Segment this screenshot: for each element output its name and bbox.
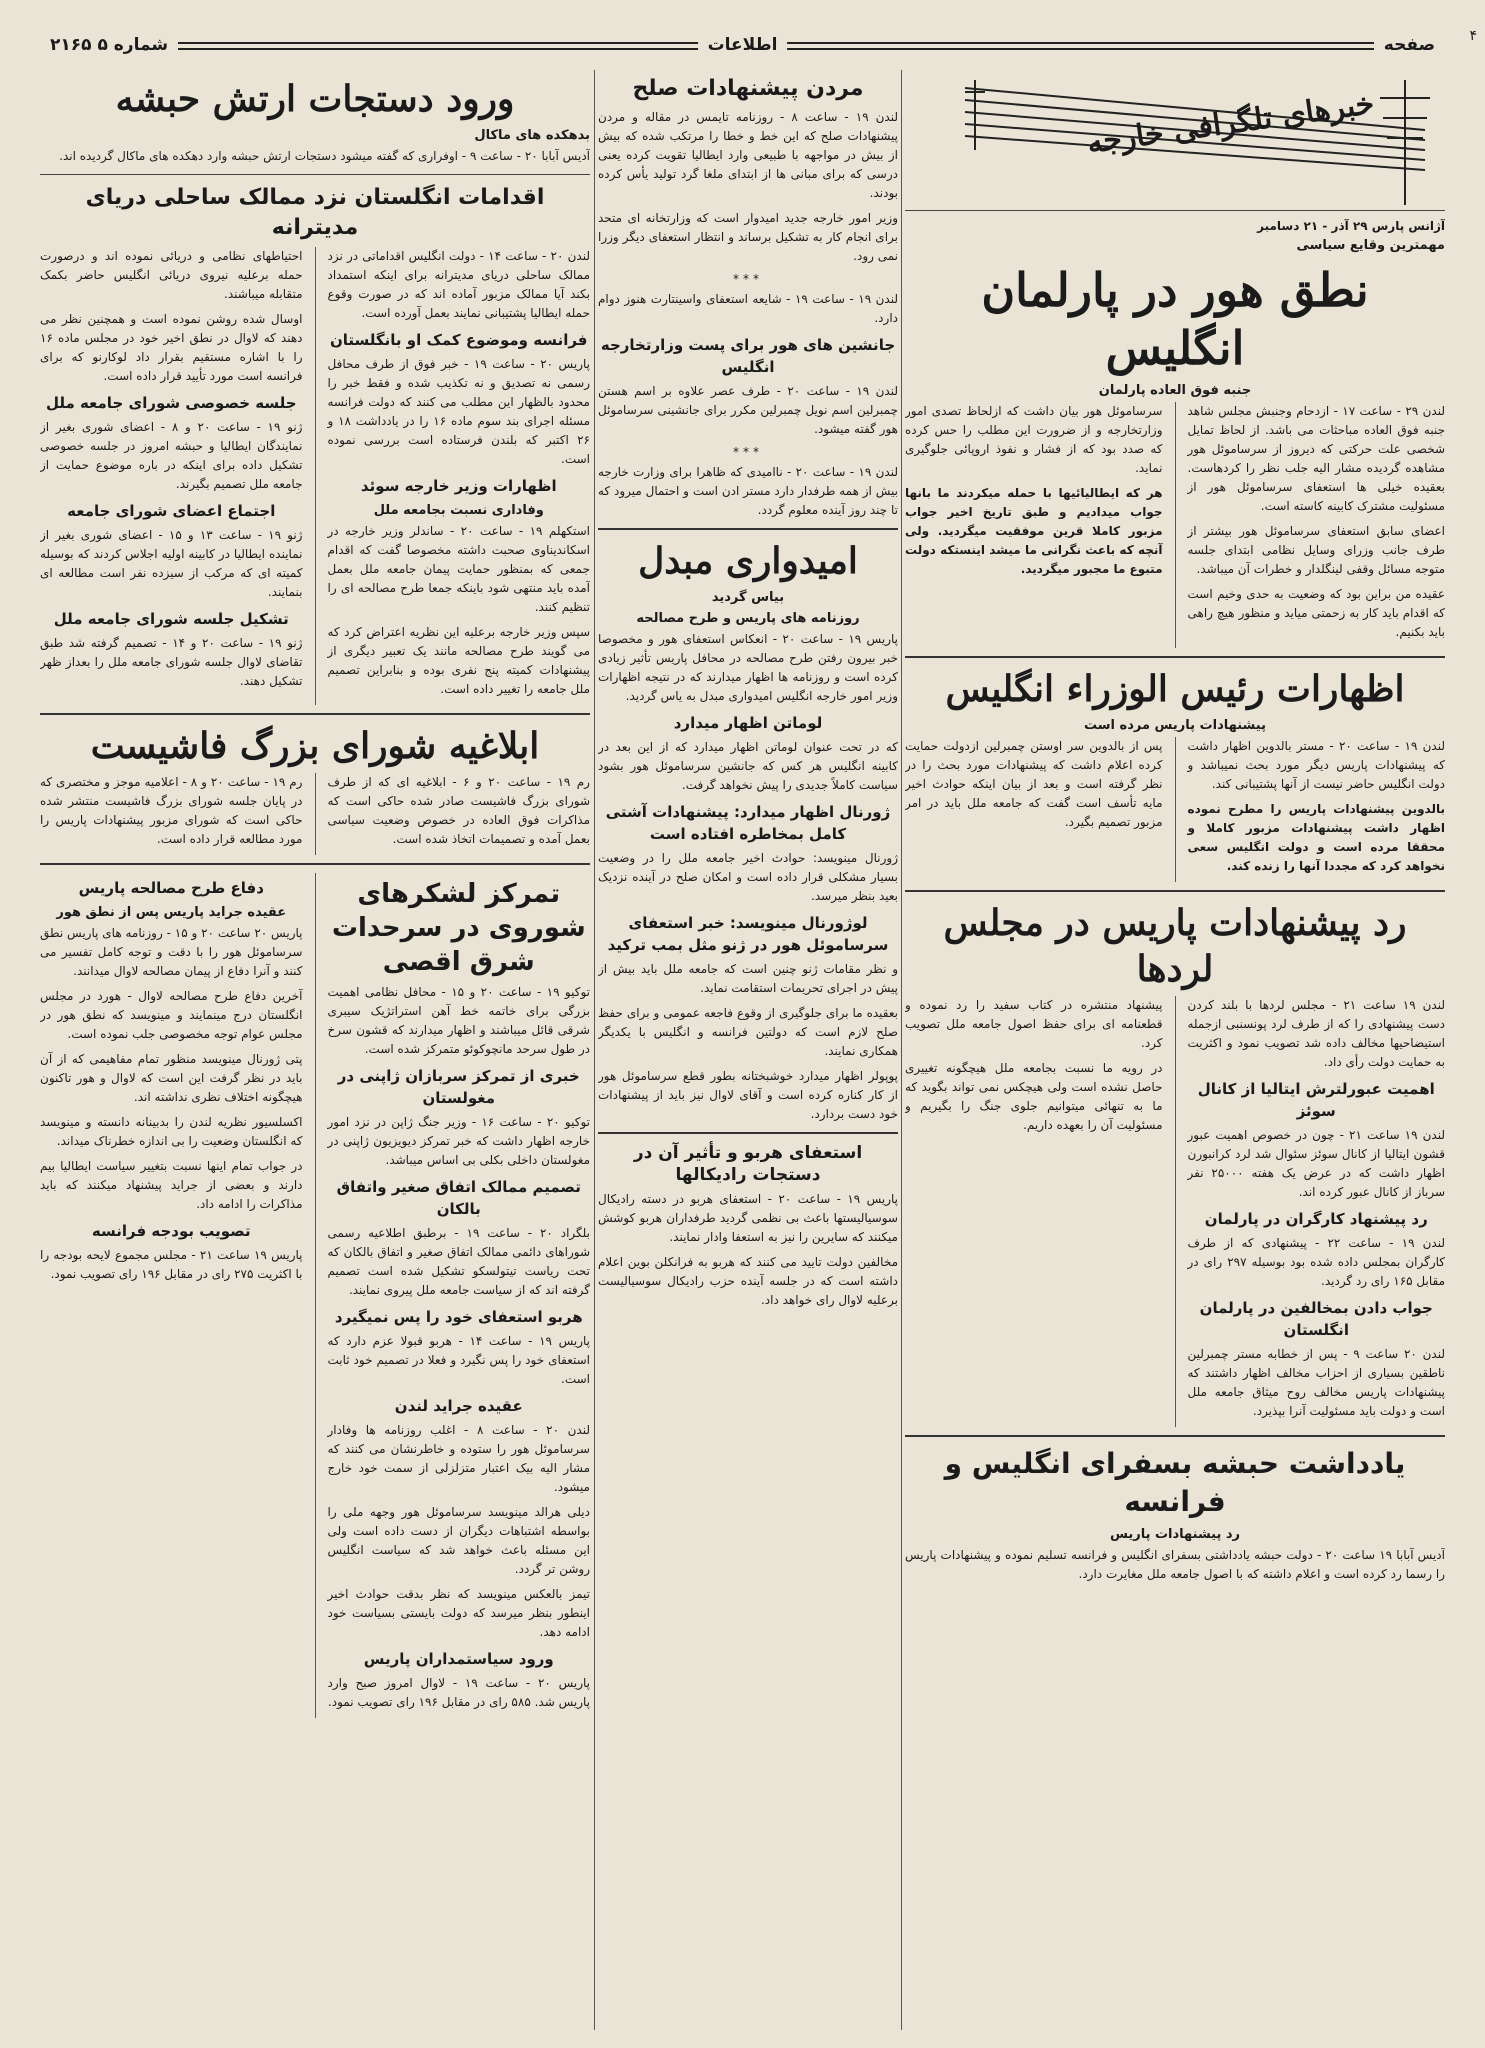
paragraph: لندن ۱۹ - ساعت ۲۰ - مستر بالدوین اظهار داشت که پیشنهادات پاریس دیگر مورد بحث نمیباشد و دولت انگلیس حاضر نیست از آنها پشتیبانی کند.: [1187, 739, 1445, 791]
subcolumn-rule: [1175, 996, 1176, 1427]
paragraph: توکیو ۲۰ - ساعت ۱۶ - وزیر جنگ ژاپن در نزد امور خارجه اظهار داشت که خبر تمرکز دیویزیون ژاپنی در مغولستان داخلی بکلی بی اساس میباشد.: [327, 1115, 590, 1167]
headline-france-aid: فرانسه وموضوع کمک او بانگلستان: [329, 331, 588, 349]
paragraph: پاریس ۱۹ - ساعت ۲۰ - انعکاس استعفای هور و مخصوصا خبر بیرون رفتن طرح مصالحه در محافل پاریس تأثیر زیادی کرده است و روزنامه ها اظهار میدارند که در نتیجه اظهارات وزیر امور خارجه انگلیس امیدواری مبدل به یاس گردید.: [598, 632, 898, 703]
article-subcolumn: [1188, 402, 1446, 648]
article-subcolumn: [40, 773, 303, 855]
divider: [40, 863, 590, 865]
column-peace-proposals: [598, 70, 898, 2030]
subheadline: پیشنهادات پاریس مرده است: [1084, 718, 1266, 733]
article-body: [40, 247, 590, 705]
subheadline: عقیده جراید پاریس پس از نطق هور: [56, 905, 287, 920]
issue-info: ۲۱۶۵ شماره ۵: [40, 32, 178, 58]
paragraph: عقیده من براین بود که وضعیت به حدی وخیم است که اقدام باید کار به زحمتی میاید و منظور هیچ راهی باید بکنیم.: [1187, 587, 1445, 639]
paragraph: آدیس آبابا ۲۰ - ساعت ۹ - اوفراری که گفته میشود دستجات ارتش حبشه وارد دهکده های ماکال گردیده اند.: [59, 149, 590, 163]
subheadline-suez: اهمیت عبورلترش ایتالیا از کانال سوئز: [1197, 1080, 1435, 1120]
headline-london-press: عقیده جراید لندن: [394, 1397, 523, 1415]
paragraph: مخالفین دولت تایید می کنند که هربو به فرانکلن بوین اعلام داشته است که در جلسه آینده حزب رادیکال سوسیالیست برعلیه لاوال رای خواهد داد.: [598, 1255, 898, 1307]
paragraph: پس از بالدوین سر اوستن چمبرلین ازدولت حمایت کرده اعلام داشت که پیشنهادات مورد بحث را در نظر گرفته است و بعد از بیان اینکه حوادث اخیر مایه تأسف است گفت که جامعه ملل باید در امر مزبور تصمیم بگیرد.: [905, 739, 1163, 829]
paragraph: رم ۱۹ - ساعت ۲۰ و ۶ - ابلاغیه ای که از طرف شورای بزرگ فاشیست صادر شده حاکی است که مذاکرات فوق العاده در خصوص وضعیت سیاسی بعمل آمده و تصمیمات اتخاذ شده است.: [327, 775, 590, 846]
headline-league-session: تشکیل جلسه شورای جامعه ملل: [53, 610, 289, 628]
paragraph: پاریس ۲۰ - ساعت ۱۹ - خبر فوق از طرف محافل رسمی نه تصدیق و نه تکذیب شده و فقط خبر را محدود بالظهار این مطلب می کنند که دولت فرانسه مسئله اجرای بند سوم ماده ۱۶ را در یادداشت ۱۸ و ۲۶ اکتبر که بلندن فرستاده است بررسی نموده است.: [327, 357, 590, 466]
section-title: خبرهای تلگرافی خارجه: [1084, 86, 1377, 161]
headline-sweden: اظهارات وزیر خارجه سوئد: [360, 477, 557, 495]
paragraph: سپس وزیر خارجه برعلیه این نظریه اعتراض کرد که می گویند طرح مصالحه مانند یک تعبیر دیگری از پیشنهادات کمیته پنج نفری بوده و بنابراین تصمیم ملل جامعه را تغییر داده است.: [327, 625, 590, 696]
headline-france-budget: تصویب بودجه فرانسه: [91, 1222, 251, 1240]
paragraph: آخرین دفاع طرح مصالحه لاوال - هورد در مجلس انگلستان درج مینمایند و مینویسد که نطق هور در مجلس عوام توجه مخصوصی جلب نموده است.: [40, 989, 303, 1041]
article-subcolumn: [328, 873, 591, 1718]
paragraph: و نظر مقامات ژنو چنین است که جامعه ملل باید بیش از پیش در اجرای تحریمات استقامت نماید.: [598, 962, 898, 995]
paragraph: دیلی هرالد مینویسد سرساموئل هور وجهه ملی را بواسطه اشتباهات دیگران از دست داده است ولی این مسئله باعث خواهد شد که سیاست انگلیس روشن تر گردد.: [327, 1505, 590, 1576]
column-rule: [901, 70, 902, 2030]
paragraph: سرساموئل هور بیان داشت که ازلحاظ تصدی امور وزارتخارجه و از ضرورت این مطلب را حس کرده که صدد بود که از فشار و نفوذ اروپائی جلوگیری نماید.: [905, 404, 1163, 475]
subheadline-geneva: لوژورنال مینویسد: خبر استعفای سرساموئل هور در ژنو مثل بمب ترکید: [607, 914, 889, 954]
paragraph: پاریس ۱۹ - ساعت ۲۰ - استعفای هربو در دسته رادیکال سوسیالیستها باعث بی نظمی گردید طرفداران هربو کوشش میکنند که سایرین را نیز به استعفا وادار نمایند.: [598, 1192, 898, 1244]
paragraph: استکهلم ۱۹ - ساعت ۲۰ - ساندلر وزیر خارجه در اسکاندیناوی صحبت داشته مخصوصا گفت که اقدام جمعی که بمنظور حمایت پیمان جامعه ملل بعمل آمده باید منتهی شود باینکه جمعا طرح مصالحه ای را تنظیم کنند.: [327, 524, 590, 614]
headline-hope-turned: امیدواری مبدل: [638, 540, 858, 582]
paragraph: در رویه ما نسبت بجامعه ملل هیچگونه تغییری حاصل نشده است ولی هیچکس نمی تواند بگوید که ما به تنهائی میتوانیم جلوی جنگ را بگیریم و مسئولیت آن را بعهده داریم.: [905, 1061, 1163, 1132]
paragraph: پاریس ۱۹ - ساعت ۱۴ - هربو قبولا عزم دارد که استعفای خود را پس نگیرد و فعلا در تصمیم خود ثابت است.: [327, 1334, 590, 1386]
headline-fascist-council: ابلاغیه شورای بزرگ فاشیست: [90, 725, 540, 767]
paragraph: لندن ۱۹ - ساعت ۲۰ - طرف عصر علاوه بر اسم هستن چمبرلین اسم نویل چمبرلین مکرر برای جانشینی سرساموئل هور گفته میشود.: [598, 384, 898, 436]
paragraph: لندن ۱۹ ساعت ۲۱ - مجلس لردها با بلند کردن دست پیشنهادی را که از طرف لرد پونسنبی ازجمله استیضاحیها مخالف داده شد تصویب نمود و اکثریت به حمایت دولت رأی داد.: [1187, 998, 1445, 1069]
divider: [598, 528, 898, 530]
subcolumn-rule: [315, 773, 316, 855]
article-subcolumn: [40, 873, 303, 1718]
headline-death-of-proposals: مردن پیشنهادات صلح: [632, 76, 864, 101]
subcolumn-rule: [1175, 402, 1176, 648]
headline-successors: جانشین های هور برای پست وزارتخارجه انگلیس: [600, 336, 896, 376]
paragraph: پاریس ۱۹ ساعت ۲۱ - مجلس مجموع لایحه بودجه را با اکثریت ۲۷۵ رای در مقابل ۱۹۶ رای تصویب نمود.: [40, 1248, 303, 1281]
paragraph: لندن ۲۹ - ساعت ۱۷ - ازدحام وجنبش مجلس شاهد جنبه فوق العاده مباحثات می باشد. از لحاظ تمایل شخصی علت حرکتی که دیروز از سرساموئل هور مشاهده گردیده مشار الیه جلب نظر را کردهاست. بعقیده خیلی ها استعفای سرساموئل هور از مسئولیت مشترک کابینه کاسته است.: [1187, 404, 1445, 513]
article-body: [40, 873, 590, 1718]
paragraph: لندن ۱۹ - ساعت ۸ - روزنامه تایمس در مقاله و مردن پیشنهادات صلح که این خط و خطا را مرتکب شده که بیش از بیش در مواجهه با طبیعی وارد ایطالیا تقویت کرده یعنی درسی که برای مبانی ها از ابتدای ملغا گرد تولید یأس کرده بودند.: [598, 110, 898, 200]
headline-baldwin-statement: اظهارات رئیس الوزراء انگلیس: [945, 668, 1405, 710]
paragraph: پاریس ۲۰ ساعت ۲۰ و ۱۵ - روزنامه های پاریس نطق سرساموئل هور را با دقت و توجه کامل تفسیر می کنند و آنرا دفاع از پیمان مصالحه لاوال میدانند.: [40, 926, 303, 978]
divider: [905, 1435, 1445, 1437]
paragraph: لندن ۲۰ ساعت ۹ - پس از خطابه مستر چمبرلین ناطقین بسیاری از احزاب مخالف اظهار داشتند که پیشنهادات پاریس مخالف روح میثاق جامعه ملل است و دولت باید مسئولیت آنرا بپذیرد.: [1187, 1347, 1445, 1418]
article-body: [905, 737, 1445, 882]
paragraph: پاریس ۲۰ - ساعت ۱۹ - لاوال امروز صبح وارد پاریس شد. ۵۸۵ رای در مقابل ۱۹۶ رای تصویب نمود.: [327, 1676, 590, 1709]
headline-herriot: استعفای هربو و تأثیر آن در دستجات رادیکالها: [633, 1143, 863, 1185]
article-subcolumn: [328, 247, 591, 705]
page-corner-number: ۴: [1469, 28, 1477, 44]
dateline: آژانس پارس ۲۹ آذر - ۲۱ دسامبر: [1257, 219, 1445, 233]
headline-hoare-speech: نطق هور در پارلمان انگلیس: [981, 263, 1369, 375]
paragraph: در جواب تمام اینها نسبت بتغییر سیاست ایطالیا بیم دارند و بعضی از جراید پیشنهاد میکنند که باید مذاکرات را ادامه داد.: [40, 1159, 303, 1211]
article-subcolumn: [905, 737, 1163, 882]
paragraph: بلگراد ۲۰ - ساعت ۱۹ - برطبق اطلاعیه رسمی شوراهای دائمی ممالک اتفاق صغیر و اتفاق بالکان که تحت ریاست تیتولسکو تشکیل شده است تصمیم گرفته اند که از سیاست جامعه ملل پیروی نمایند.: [327, 1226, 590, 1297]
paper-name: اطلاعات: [698, 32, 788, 58]
paragraph: وزیر امور خارجه جدید امیدوار است که وزارتخانه ای متحد برای انجام کار به تشکیل برساند و انتظار استعفای دیگر وزرا نمی رود.: [598, 211, 898, 263]
divider: [598, 1132, 898, 1134]
paragraph: بعقیده ما برای جلوگیری از وقوع فاجعه عمومی و برای حفظ صلح لازم است که دولتین فرانسه و انگلیس با یکدیگر همکاری نمایند.: [598, 1006, 898, 1058]
subheadline: جنبه فوق العاده پارلمان: [1098, 383, 1252, 398]
headline-japan-mongolia: خبری از تمرکز سربازان ژاپنی در مغولستان: [337, 1067, 580, 1107]
article-subcolumn: [1188, 737, 1446, 882]
subheadline: رد پیشنهادات پاریس: [1109, 1527, 1241, 1542]
paragraph: تیمز بالعکس مینویسد که نظر بدقت حوادث اخیر اینطور بنظر میرسد که دولت بایستی بسیاست خود ادامه دهد.: [327, 1587, 590, 1639]
paragraph: پیشنهاد منتشره در کتاب سفید را رد نموده و قطعنامه ای برای حفظ اصول جامعه ملل تصویب کرد.: [905, 998, 1163, 1050]
divider: [905, 656, 1445, 658]
subcolumn-rule: [315, 873, 316, 1718]
subheadline-opposition: جواب دادن بمخالفین در پارلمان انگلستان: [1199, 1299, 1433, 1339]
headline-britain-mediterranean: اقدامات انگلستان نزد ممالک ساحلی دریای مدیترانه: [85, 185, 545, 240]
paragraph: احتیاطهای نظامی و دریائی نموده اند و درصورت حمله برعلیه نیروی دریائی انگلیس حاضر بکمک متقابله میباشند.: [40, 249, 303, 301]
paragraph: که در تحت عنوان لوماتن اظهار میدارد که از این بعد در کابینه انگلیس هر کس که جانشین سرساموئل هور بشود سیاست کاملاً جدیدی را پیش نخواهد گرفت.: [598, 740, 898, 792]
paragraph: هر که ایطالیائیها با حمله میکردند ما بانها جواب میدادیم و طبق تاریخ اخیر جواب مزبور کاملا قرین موفقیت میگردید. ولی آنچه که باعث نگرانی ما میشد اینستکه دولت متبوع ما مجبور میگردید.: [905, 486, 1163, 576]
article-body: [905, 402, 1445, 648]
headline-ethiopian-troops: ورود دستجات ارتش حبشه: [115, 78, 515, 120]
headline-soviet-troops: تمرکز لشکرهای شوروی در سرحدات شرق اقصی: [331, 879, 586, 977]
paragraph: لندن ۲۰ - ساعت ۸ - اغلب روزنامه ها وفادار سرساموئل هور را ستوده و خاطرنشان می کنند که مشار الیه بیک اعتبار متزلزلی از سمت خود خارج میشود.: [327, 1423, 590, 1494]
divider: [40, 174, 590, 175]
paragraph: اکسلسیور نظریه لندن را بدبینانه دانسته و مینویسد که انگلستان وضعیت را بی اندازه خطرناک میداند.: [40, 1115, 303, 1148]
divider: [40, 713, 590, 715]
paragraph: پتی ژورنال مینویسد منظور تمام مفاهیمی که از آن باید در نظر گرفت این است که لاوال و هور تاکنون هیچگونه اختلاف نظری نداشته اند.: [40, 1052, 303, 1104]
subheadline-lematin: لوماتن اظهار میدارد: [673, 714, 823, 732]
article-body: [905, 996, 1445, 1427]
paragraph: پوپولر اظهار میدارد خوشبختانه بطور قطع سرساموئل هور از کار کناره کرده است و آقای لاوال نیز باید از پیشنهادات خود دست بردارد.: [598, 1069, 898, 1121]
separator-stars: ***: [733, 445, 763, 459]
paragraph: آدیس آبابا ۱۹ ساعت ۲۰ - دولت حبشه یادداشتی بسفرای انگلیس و فرانسه تسلیم نموده و پیشنهادات پاریس را رسما رد کرده است و اعلام داشته که با اصول جامعه ملل مغایرت دارد.: [905, 1548, 1445, 1581]
column-rule: [594, 70, 595, 2030]
paragraph: ژنو ۱۹ - ساعت ۲۰ و ۸ - اعضای شوری بغیر از نمایندگان ایطالیا و حبشه امروز در جلسه خصوصی تشکیل داده برای اینکه در باره موضوع حمایت از جامعه ملل تصمیم بگیرند.: [40, 420, 303, 491]
subcolumn-rule: [1175, 737, 1176, 882]
divider: [905, 890, 1445, 892]
headline-lords-rejection: رد پیشنهادات پاریس در مجلس لردها: [943, 902, 1407, 990]
subheadline-labour: رد پیشنهاد کارگران در پارلمان: [1204, 1210, 1428, 1228]
article-subcolumn: [40, 247, 303, 705]
headline-league-members: اجتماع اعضای شورای جامعه: [67, 502, 276, 520]
paragraph: ژنو ۱۹ - ساعت ۱۳ و ۱۵ - اعضای شوری بغیر از نماینده ایطالیا در کابینه اولیه اجلاس کردند که بوسیله کمیته ای که مرکب از سیزده نفر است مطالعه ای بنمایند.: [40, 528, 303, 599]
headline-ethiopia-note: یادداشت حبشه بسفرای انگلیس و فرانسه: [944, 1447, 1406, 1518]
column-foreign-telegraph: [905, 70, 1445, 2030]
article-body: [40, 773, 590, 855]
paragraph: لندن ۱۹ ساعت ۲۱ - چون در خصوص اهمیت عبور قشون ایتالیا از کانال سوئز سئوال شد لرد کرانبورن اظهار داشت که در عرض یک هفته ۲۵۰۰۰ نفر سرباز از کانال عبور کرده اند.: [1187, 1128, 1445, 1199]
paragraph: اوسال شده روشن نموده است و همچنین نظر می دهند که لاوال در نطق اخیر خود در مجلس ماده ۱۶ را با اشاره مستقیم بقرار داد لوکارنو که برای فرانسه است مورد تأیید قرار داده است.: [40, 312, 303, 383]
paragraph: لندن ۱۹ - ساعت ۲۲ - پیشنهادی که از طرف کارگران بمجلس داده شده بود بوسیله ۲۹۷ رای در مقابل ۱۶۵ رای رد گردید.: [1187, 1236, 1445, 1288]
paragraph: بالدوین پیشنهادات پاریس را مطرح نموده اظهار داشت پیشنهادات مزبور کاملا و محققا مرده است و دولت انگلیس سعی نخواهد کرد که مجددا آنها را زنده کند.: [1187, 802, 1445, 873]
paragraph: ژورنال مینویسد: حوادث اخیر جامعه ملل را در وضعیت بسیار مشکلی قرار داده است و امکان صلح در آینده نزدیک بعید بنظر میرسد.: [598, 851, 898, 903]
subcolumn-rule: [315, 247, 316, 705]
subheadline: بیاس گردید: [711, 590, 785, 605]
page-label: صفحه: [1374, 32, 1445, 58]
headline-herriot-resignation: هربو استعفای خود را پس نمیگیرد: [334, 1308, 583, 1326]
paragraph: توکیو ۱۹ - ساعت ۲۰ و ۱۵ - محافل نظامی اهمیت بزرگی برای خاتمه خط آهن استراتژیک سیبری شرقی قائل میباشند و اظهار میدارند که قشون سرخ در طول سرحد مانچوکوئو متمرکز شده است.: [327, 985, 590, 1056]
separator-stars: ***: [733, 272, 763, 286]
paragraph: لندن ۱۹ - ساعت ۲۰ - ناامیدی که ظاهرا برای وزارت خارجه بیش از همه طرفدار دارد مستر ادن است و احتمال میرود که تا چند روز آینده معلوم گردد.: [598, 465, 898, 517]
section-label: مهمترین وقایع سیاسی: [1296, 238, 1445, 253]
subheadline: روزنامه های پاریس و طرح مصالحه: [636, 611, 860, 626]
paragraph: اعضای سابق استعفای سرساموئل هور بیشتر از طرف جانب وزرای وسایل نظامی ابتدای جلسه متوجه مسائل وقفی لینگلدار و خطرات آن میباشد.: [1187, 524, 1445, 576]
subheadline: وفاداری نسبت بجامعه ملل: [373, 503, 544, 518]
masthead: [40, 32, 1445, 62]
column-world-news: [40, 70, 590, 2030]
paragraph: لندن ۱۹ - ساعت ۱۹ - شایعه استعفای واسینتارت هنوز دوام دارد.: [598, 292, 898, 325]
subheadline-journal: ژورنال اظهار میدارد: پیشنهادات آشتی کامل بمخاطره افتاده است: [605, 803, 891, 843]
paragraph: ژنو ۱۹ - ساعت ۲۰ و ۱۴ - تصمیم گرفته شد طبق تقاضای لاوال جلسه شورای جامعه ملل را بعداز ظهر تشکیل دهند.: [40, 636, 303, 688]
paragraph: لندن ۲۰ - ساعت ۱۴ - دولت انگلیس اقداماتی در نزد ممالک ساحلی دریای مدیترانه برای اینکه استمداد بکند آیا ممالک مزبور آماده اند که در صورت وقوع حمله ایطالیا پشتیبانی نمایند بعمل آورده است.: [327, 249, 590, 320]
article-subcolumn: [328, 773, 591, 855]
subheadline: بدهکده های ماکال: [474, 128, 590, 143]
paragraph: رم ۱۹ - ساعت ۲۰ و ۸ - اعلامیه موجز و مختصری که در پایان جلسه شورای بزرگ فاشیست منتشر شده حاکی است که شورای مزبور پیشنهادات پاریس را مورد مطالعه قرار داده است.: [40, 775, 303, 846]
article-subcolumn: [1188, 996, 1446, 1427]
article-subcolumn: [905, 402, 1163, 648]
headline-paris-plan-defense: دفاع طرح مصالحه پاریس: [78, 879, 264, 897]
headline-little-entente: تصمیم ممالک اتفاق صغیر واتفاق بالکان: [336, 1178, 581, 1218]
headline-league-private: جلسه خصوصی شورای جامعه ملل: [45, 394, 297, 412]
headline-politicians-arrival: ورود سیاستمداران پاریس: [363, 1650, 554, 1668]
section-kicker: [905, 70, 1445, 211]
article-subcolumn: [905, 996, 1163, 1427]
